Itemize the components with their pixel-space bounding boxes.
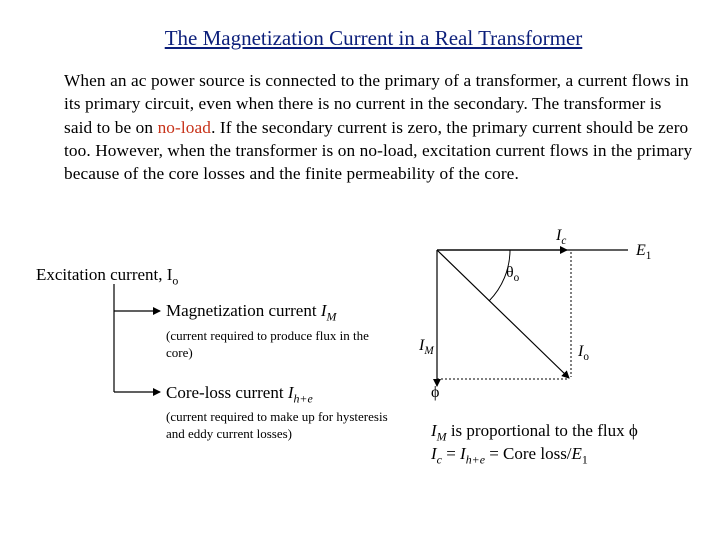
ic-core-loss-note: $I_c = I_{h+e}$ = Core loss/$E_1$ (431, 444, 588, 467)
io-label: $I_o$ (578, 343, 589, 364)
core-loss-current-label: Core-loss current $I_{h+e}$ (166, 383, 313, 406)
theta-label: $\theta_o$ (506, 264, 520, 285)
magnetization-current-label: Magnetization current $I_M$ (166, 301, 337, 324)
intro-text-after: . If the secondary current is zero, the primary current should be zero too. However, when the transformer is on no-load, excitation current flows in the primary because of the core losses and the finite permeability of the core. (64, 117, 693, 184)
io-phasor-arrow (437, 250, 569, 378)
im-proportional-note: $I_M$ is proportional to the flux ϕ (431, 421, 638, 444)
slide-title: The Magnetization Current in a Real Transformer (164, 26, 583, 50)
e1-label: $E_1$ (636, 242, 652, 263)
im-label: $I_M$ (419, 337, 434, 358)
phi-flux-label: ϕ (431, 384, 440, 401)
intro-text-before: When an ac power source is connected to the primary of a transformer, a current flows in its primary circuit, even when there is no current in the secondary. The transformer is said to be on (64, 71, 689, 137)
magnetization-note: (current required to produce flux in the core) (166, 328, 369, 360)
core-loss-note: (current required to make up for hysteresis and eddy current losses) (166, 409, 388, 441)
excitation-current-label: Excitation current, $I_o$ (36, 265, 179, 288)
ic-label: $I_c$ (556, 227, 567, 248)
no-load-highlight: no-load (157, 117, 212, 137)
